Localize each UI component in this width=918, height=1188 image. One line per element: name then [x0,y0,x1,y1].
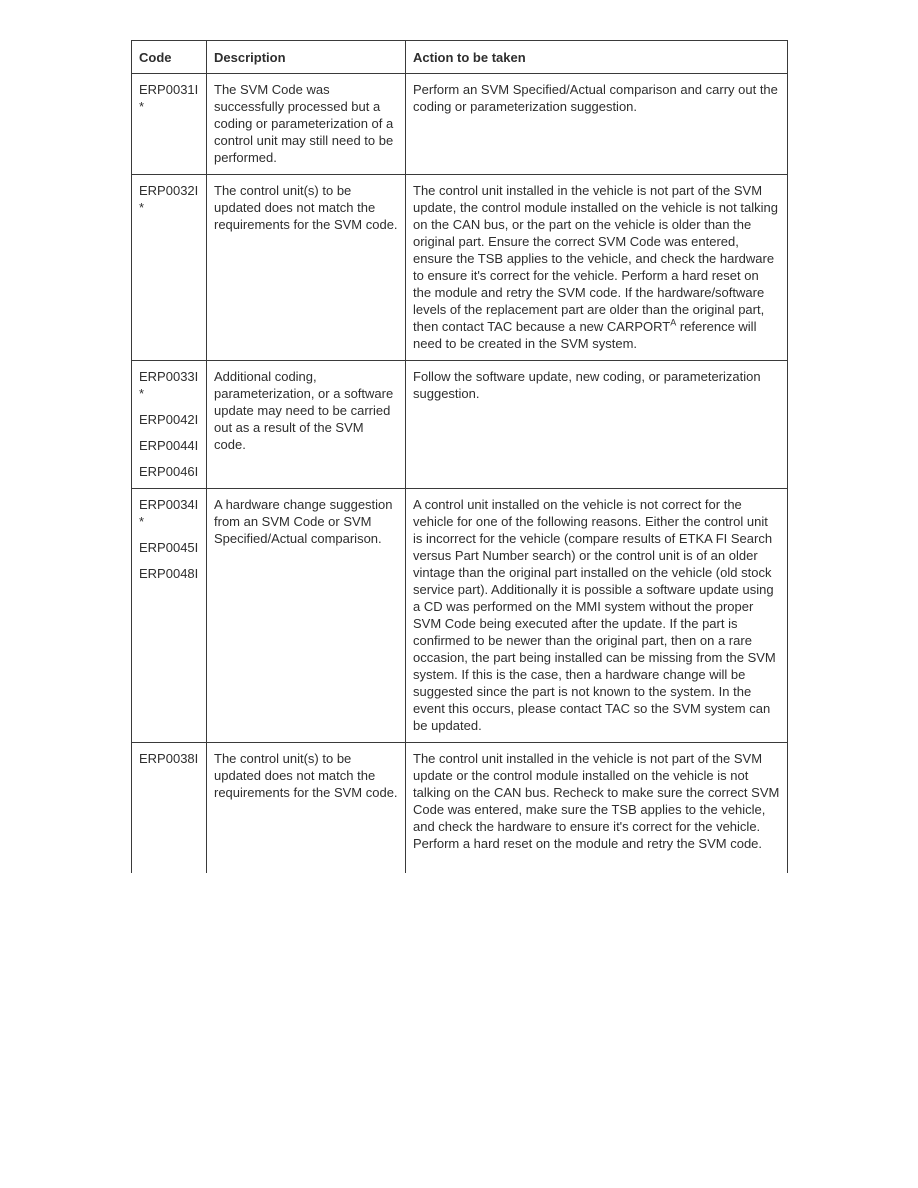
action-cell: A control unit installed on the vehicle is not correct for the vehicle for one of the following reasons. Either the control unit is incorrect for the vehicle (compare results of ETKA FI Search versus Part Number search) or the control unit is of an older vintage than the original part installed on the vehicle (old stock service part). Additionally it is possible a software update using a CD was performed on the MMI system without the proper SVM Code being executed after the update. If the part is confirmed to be newer than the original part, then on a rare occasion, the part being installed can be missing from the SVM system. If this is the case, then a hardware change will be suggested since the part is not known to the system. In the event this occurs, please contact TAC so the SVM system can be updated. [413,497,776,733]
description-cell: The SVM Code was successfully processed but a coding or parameterization of a control unit may still need to be performed. [207,74,406,174]
code-asterisk: * [139,200,145,215]
action-cell: Perform an SVM Specified/Actual comparison and carry out the coding or parameterization suggestion. [413,82,778,114]
code-cell [132,175,207,360]
header-cell-code: Code [132,41,207,73]
code-cell [132,489,207,742]
table-row [132,489,787,743]
error-code: ERP0032I [139,183,199,198]
error-code: ERP0031I [139,82,199,97]
table-row [132,74,787,175]
code-cell [132,743,207,873]
header-cell-action: Action to be taken [413,50,526,65]
error-code: ERP0038I [139,751,199,766]
code-asterisk: * [139,99,145,114]
code-asterisk: * [139,386,145,401]
error-code: ERP0033I [139,369,199,384]
svm-code-table [131,40,788,873]
error-code: ERP0046I [139,464,199,479]
carport-superscript: A [670,317,677,328]
error-code: ERP0034I [139,497,199,512]
description-cell: The control unit(s) to be updated does not match the requirements for the SVM code. [207,743,406,873]
code-cell [132,74,207,174]
action-cell: The control unit installed in the vehicle is not part of the SVM update or the control module installed on the vehicle is not talking on the CAN bus. Recheck to make sure the correct SVM Code was entered, make sure the TSB applies to the vehicle, and check the hardware to ensure it's correct for the vehicle. Perform a hard reset on the module and retry the SVM code. [413,751,780,851]
description-cell: Additional coding, parameterization, or a software update may need to be carried out as a result of the SVM code. [207,361,406,488]
header-cell-description: Description [207,41,406,73]
code-asterisk: * [139,514,145,529]
table-row [132,175,787,361]
action-cell: Follow the software update, new coding, or parameterization suggestion. [413,369,761,401]
action-cell [406,175,787,360]
error-code: ERP0045I [139,540,199,555]
table-row [132,361,787,489]
code-cell [132,361,207,488]
error-code: ERP0042I [139,412,199,427]
error-code: ERP0048I [139,566,199,581]
table-row [132,743,787,873]
action-text: reference will need to be created in the SVM system. [413,319,757,351]
error-code: ERP0044I [139,438,199,453]
description-cell: The control unit(s) to be updated does not match the requirements for the SVM code. [207,175,406,360]
table-header-row [132,41,787,74]
description-cell: A hardware change suggestion from an SVM Code or SVM Specified/Actual comparison. [207,489,406,742]
action-text: The control unit installed in the vehicle is not part of the SVM update, the control module installed on the vehicle is not talking on the CAN bus, or the part on the vehicle is older than the original part. Ensure the correct SVM Code was entered, ensure the TSB applies to the vehicle, and check the hardware to ensure it's correct for the vehicle. Perform a hard reset on the module and retry the SVM code. If the hardware/software levels of the replacement part are older than the original part, then contact TAC because a new CARPORT [413,183,778,334]
